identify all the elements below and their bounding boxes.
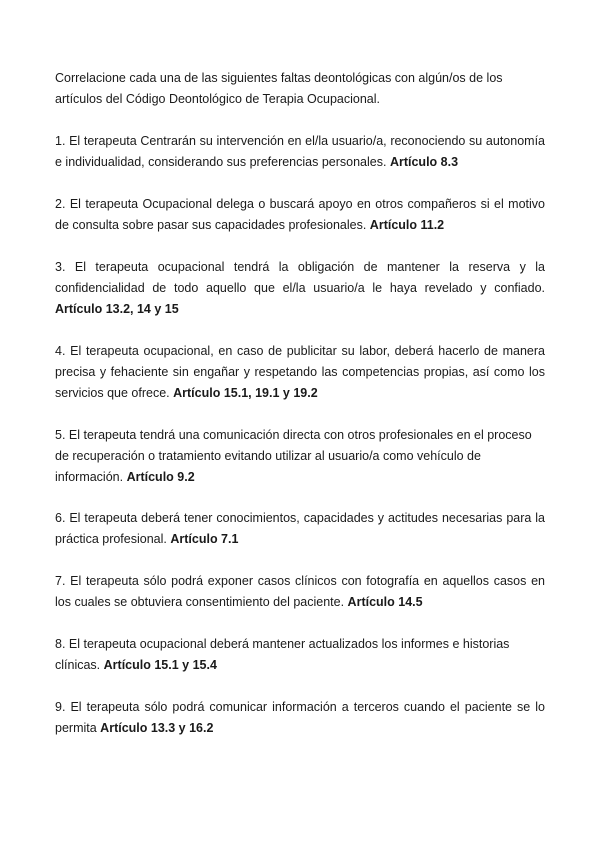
article-reference: Artículo 11.2 (369, 218, 445, 232)
list-item-1 (55, 131, 545, 173)
article-reference: Artículo 15.1 y 15.4 (103, 658, 217, 672)
list-item-5 (55, 425, 545, 488)
list-item-9 (55, 697, 545, 739)
item-text: 5. El terapeuta tendrá una comunicación directa con otros profesionales en el proceso de recuperación o tratamiento evitando utilizar al usuario/a como vehículo de información. (55, 428, 532, 484)
list-item-2 (55, 194, 545, 236)
list-item-3 (55, 257, 545, 320)
article-reference: Artículo 8.3 (389, 155, 459, 169)
article-reference: Artículo 14.5 (347, 595, 423, 609)
item-text: 9. El terapeuta sólo podrá comunicar información a terceros cuando el paciente se lo permita (55, 700, 545, 735)
instructions-paragraph: Correlacione cada una de las siguientes faltas deontológicas con algún/os de los artículos del Código Deontológico de Terapia Ocupacional. (55, 71, 503, 106)
item-text: 3. El terapeuta ocupacional tendrá la obligación de mantener la reserva y la confidencialidad de todo aquello que el/la usuario/a le haya revelado y confiado. (55, 260, 545, 295)
item-text: 4. El terapeuta ocupacional, en caso de publicitar su labor, deberá hacerlo de manera precisa y fehaciente sin engañar y respetando las competencias propias, así como los servicios que ofrece. (55, 344, 545, 400)
article-reference: Artículo 13.3 y 16.2 (100, 721, 214, 735)
item-text: 8. El terapeuta ocupacional deberá mantener actualizados los informes e historias clínicas. (55, 637, 510, 672)
item-text: 6. El terapeuta deberá tener conocimientos, capacidades y actitudes necesarias para la práctica profesional. (55, 511, 545, 546)
article-reference: Artículo 9.2 (126, 470, 195, 484)
list-item-7 (55, 571, 545, 613)
item-text: 2. El terapeuta Ocupacional delega o buscará apoyo en otros compañeros si el motivo de consulta sobre pasar sus capacidades profesionales. (55, 197, 545, 232)
article-reference: Artículo 13.2, 14 y 15 (55, 302, 179, 316)
item-text: 7. El terapeuta sólo podrá exponer casos clínicos con fotografía en aquellos casos en los cuales se obtuviera consentimiento del paciente. (55, 574, 545, 609)
list-item-6 (55, 508, 545, 550)
list-item-4 (55, 341, 545, 404)
list-item-8 (55, 634, 545, 676)
item-text: 1. El terapeuta Centrarán su intervención en el/la usuario/a, reconociendo su autonomía e individualidad, considerando sus preferencias personales. (55, 134, 545, 169)
article-reference: Artículo 15.1, 19.1 y 19.2 (173, 386, 318, 400)
article-reference: Artículo 7.1 (170, 532, 239, 546)
